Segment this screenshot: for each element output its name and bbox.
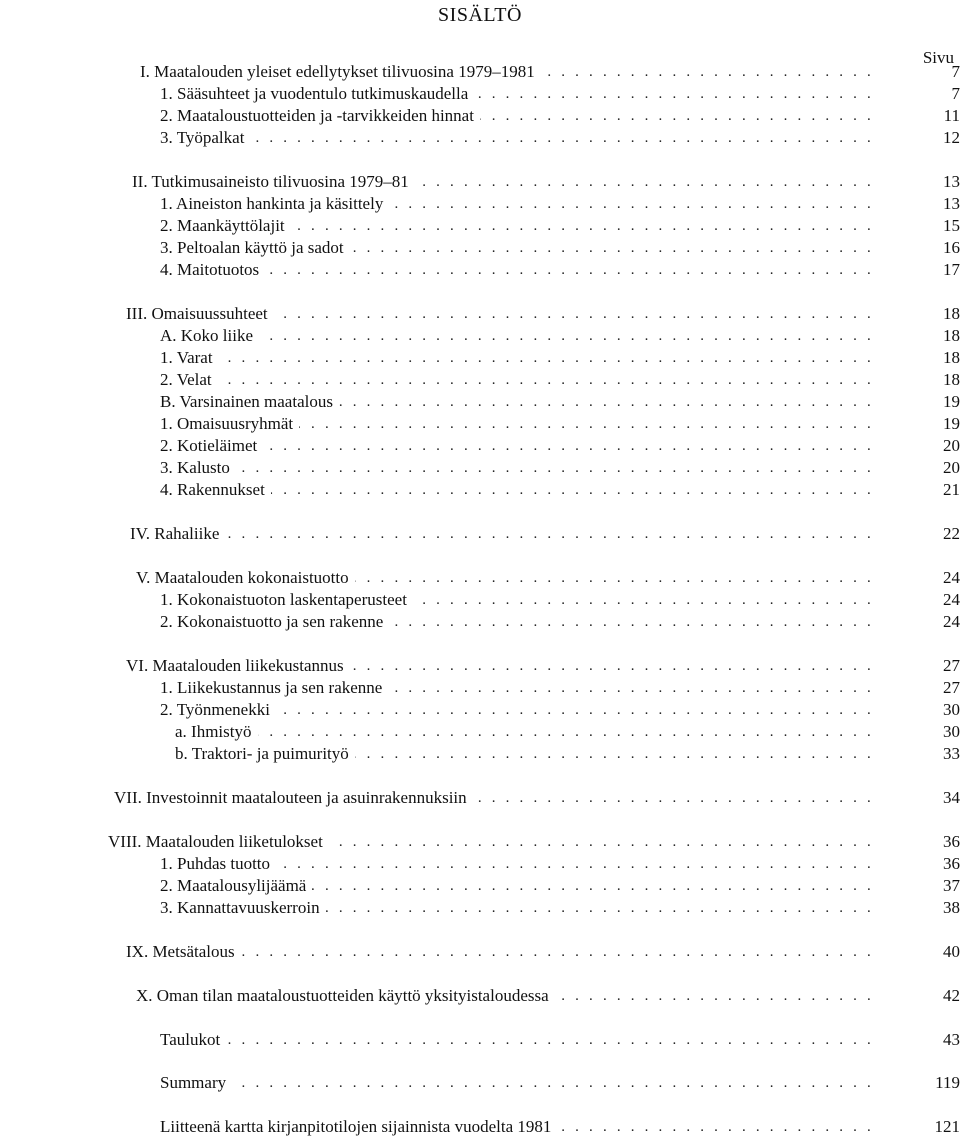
dot-leader: [350, 655, 874, 677]
toc-entry-page: 121: [934, 1117, 960, 1136]
toc-entry-label: X. Oman tilan maataloustuotteiden käyttö yksityistaloudessa: [136, 986, 549, 1005]
dot-leader: [326, 897, 874, 919]
toc-entry-label: 1. Kokonaistuoton laskentaperusteet: [160, 590, 407, 609]
dot-leader: [312, 875, 874, 897]
toc-entry-label: a. Ihmistyö: [175, 722, 252, 741]
toc-entry-page: 24: [943, 612, 960, 631]
toc-entry: [0, 1116, 960, 1138]
toc-entry-page: 17: [943, 260, 960, 279]
toc-entry: [0, 655, 960, 677]
toc-entry-page: 43: [943, 1030, 960, 1049]
dot-leader: [258, 721, 875, 743]
toc-entry-label: 1. Varat: [160, 348, 213, 367]
dot-leader: [329, 831, 874, 853]
dot-leader: [555, 985, 874, 1007]
toc-entry: [0, 699, 960, 721]
dot-leader: [355, 567, 874, 589]
toc-entry: [0, 347, 960, 369]
toc-entry: [0, 1072, 960, 1094]
toc-entry-page: 19: [943, 414, 960, 433]
toc-entry-label: b. Traktori- ja puimurityö: [175, 744, 349, 763]
toc-entry-label: 3. Kalusto: [160, 458, 230, 477]
page-column-header: Sivu: [922, 48, 954, 67]
toc-entry-label: Summary: [160, 1073, 227, 1092]
toc-entry-label: IV. Rahaliike: [130, 524, 220, 543]
toc-entry: [0, 897, 960, 919]
toc-entry: [0, 83, 960, 105]
toc-entry-label: VII. Investoinnit maatalouteen ja asuinrakennuksiin: [114, 788, 467, 807]
toc-entry-page: 36: [943, 854, 960, 873]
toc-entry-page: 7: [951, 84, 960, 103]
toc-entry-page: 30: [943, 722, 960, 741]
toc-entry: [0, 61, 960, 83]
dot-leader: [339, 391, 874, 413]
toc-entry: [0, 325, 960, 347]
toc-entry-label: 3. Kannattavuuskerroin: [160, 898, 320, 917]
toc-entry-label: VIII. Maatalouden liiketulokset: [108, 832, 323, 851]
toc-entry-page: 27: [943, 678, 960, 697]
toc-entry-label: B. Varsinainen maatalous: [160, 392, 333, 411]
toc-entry: [0, 567, 960, 589]
toc-entry: [0, 831, 960, 853]
toc-entry-label: Liitteenä kartta kirjanpitotilojen sijainnista vuodelta 1981: [160, 1117, 552, 1136]
toc-entry: [0, 743, 960, 765]
toc-entry: [0, 985, 960, 1007]
toc-entry-page: 27: [943, 656, 960, 675]
toc-entry-page: 18: [943, 370, 960, 389]
toc-entry-label: Taulukot: [160, 1030, 221, 1049]
toc-entry: [0, 369, 960, 391]
toc-entry: [0, 677, 960, 699]
dot-leader: [350, 237, 874, 259]
toc-entry: [0, 303, 960, 325]
dot-leader: [259, 325, 874, 347]
toc-entry-label: V. Maatalouden kokonaistuotto: [136, 568, 349, 587]
toc-entry-page: 12: [943, 128, 960, 147]
toc-entry-page: 18: [943, 304, 960, 323]
toc-entry-label: III. Omaisuussuhteet: [126, 304, 268, 323]
toc-entry-label: 3. Työpalkat: [160, 128, 245, 147]
toc-entry-page: 18: [943, 348, 960, 367]
toc-entry-page: 21: [943, 480, 960, 499]
dot-leader: [291, 215, 874, 237]
toc-entry: [0, 479, 960, 501]
toc-entry-label: 4. Rakennukset: [160, 480, 265, 499]
toc-entry: [0, 1029, 960, 1051]
toc-entry-page: 13: [943, 194, 960, 213]
toc-entry-label: 3. Peltoalan käyttö ja sadot: [160, 238, 344, 257]
toc-entry-page: 13: [943, 172, 960, 191]
toc-entry-page: 7: [951, 62, 960, 81]
toc-entry-page: 20: [943, 436, 960, 455]
dot-leader: [263, 435, 874, 457]
toc-entry-page: 19: [943, 392, 960, 411]
toc-entry-page: 42: [943, 986, 960, 1005]
toc-entry-label: 1. Puhdas tuotto: [160, 854, 271, 873]
toc-entry-page: 119: [935, 1073, 960, 1092]
dot-leader: [474, 83, 874, 105]
dot-leader: [250, 127, 874, 149]
toc-entry-label: 1. Aineiston hankinta ja käsittely: [160, 194, 384, 213]
dot-leader: [473, 787, 874, 809]
dot-leader: [480, 105, 874, 127]
toc-entry: [0, 171, 960, 193]
toc-entry-page: 34: [943, 788, 960, 807]
toc-entry: [0, 391, 960, 413]
toc-entry-label: A. Koko liike: [160, 326, 254, 345]
dot-leader: [274, 303, 874, 325]
toc-entry-label: 1. Liikekustannus ja sen rakenne: [160, 678, 383, 697]
toc-entry-page: 33: [943, 744, 960, 763]
toc-entry-label: 2. Maatalousylijäämä: [160, 876, 307, 895]
toc-entry-label: II. Tutkimusaineisto tilivuosina 1979–81: [132, 172, 409, 191]
dot-leader: [232, 1072, 874, 1094]
toc-entry-page: 40: [943, 942, 960, 961]
toc-entry-page: 18: [943, 326, 960, 345]
toc-entry: [0, 193, 960, 215]
toc-entry-page: 24: [943, 568, 960, 587]
toc-entry: [0, 127, 960, 149]
dot-leader: [225, 523, 874, 545]
dot-leader: [413, 589, 874, 611]
toc-entry: [0, 611, 960, 633]
toc-entry: [0, 435, 960, 457]
toc-entry-label: I. Maatalouden yleiset edellytykset tilivuosina 1979–1981: [140, 62, 535, 81]
dot-leader: [236, 457, 874, 479]
dot-leader: [355, 743, 874, 765]
toc-entry-label: 2. Maataloustuotteiden ja -tarvikkeiden hinnat: [160, 106, 474, 125]
toc-entry-label: 2. Velat: [160, 370, 212, 389]
toc-entry-label: 2. Kokonaistuotto ja sen rakenne: [160, 612, 384, 631]
toc-entry-label: 1. Sääsuhteet ja vuodentulo tutkimuskaudella: [160, 84, 469, 103]
dot-leader: [388, 677, 874, 699]
dot-leader: [389, 611, 874, 633]
dot-leader: [415, 171, 874, 193]
toc-entry-page: 38: [943, 898, 960, 917]
dot-leader: [276, 853, 874, 875]
toc-entry: [0, 721, 960, 743]
toc-entry: [0, 105, 960, 127]
toc-entry: [0, 259, 960, 281]
toc-entry: [0, 457, 960, 479]
toc-entry: [0, 787, 960, 809]
toc-entry-page: 36: [943, 832, 960, 851]
dot-leader: [219, 347, 874, 369]
dot-leader: [271, 479, 874, 501]
page-title: SISÄLTÖ: [438, 4, 522, 26]
toc-entry-page: 22: [943, 524, 960, 543]
toc-entry-page: 24: [943, 590, 960, 609]
toc-entry-page: 37: [943, 876, 960, 895]
toc-entry: [0, 875, 960, 897]
toc-entry: [0, 215, 960, 237]
toc-entry-label: VI. Maatalouden liikekustannus: [126, 656, 344, 675]
dot-leader: [241, 941, 874, 963]
toc-entry-label: 2. Maankäyttölajit: [160, 216, 285, 235]
toc-entry-label: 2. Työnmenekki: [160, 700, 270, 719]
dot-leader: [557, 1116, 874, 1138]
dot-leader: [226, 1029, 874, 1051]
dot-leader: [276, 699, 874, 721]
toc-entry: [0, 523, 960, 545]
toc-entry-label: 1. Omaisuusryhmät: [160, 414, 294, 433]
dot-leader: [541, 61, 874, 83]
toc-entry: [0, 237, 960, 259]
toc-entry-label: 2. Kotieläimet: [160, 436, 258, 455]
toc-entry: [0, 589, 960, 611]
toc-entry-page: 30: [943, 700, 960, 719]
toc-entry: [0, 413, 960, 435]
toc-entry-page: 20: [943, 458, 960, 477]
toc-entry-page: 16: [943, 238, 960, 257]
toc-entry-page: 11: [943, 106, 960, 125]
dot-leader: [299, 413, 874, 435]
toc-entry-label: IX. Metsätalous: [126, 942, 235, 961]
toc-entry: [0, 941, 960, 963]
toc-entry-page: 15: [943, 216, 960, 235]
toc-entry: [0, 853, 960, 875]
dot-leader: [218, 369, 874, 391]
dot-leader: [389, 193, 874, 215]
toc-entry-label: 4. Maitotuotos: [160, 260, 260, 279]
dot-leader: [265, 259, 874, 281]
